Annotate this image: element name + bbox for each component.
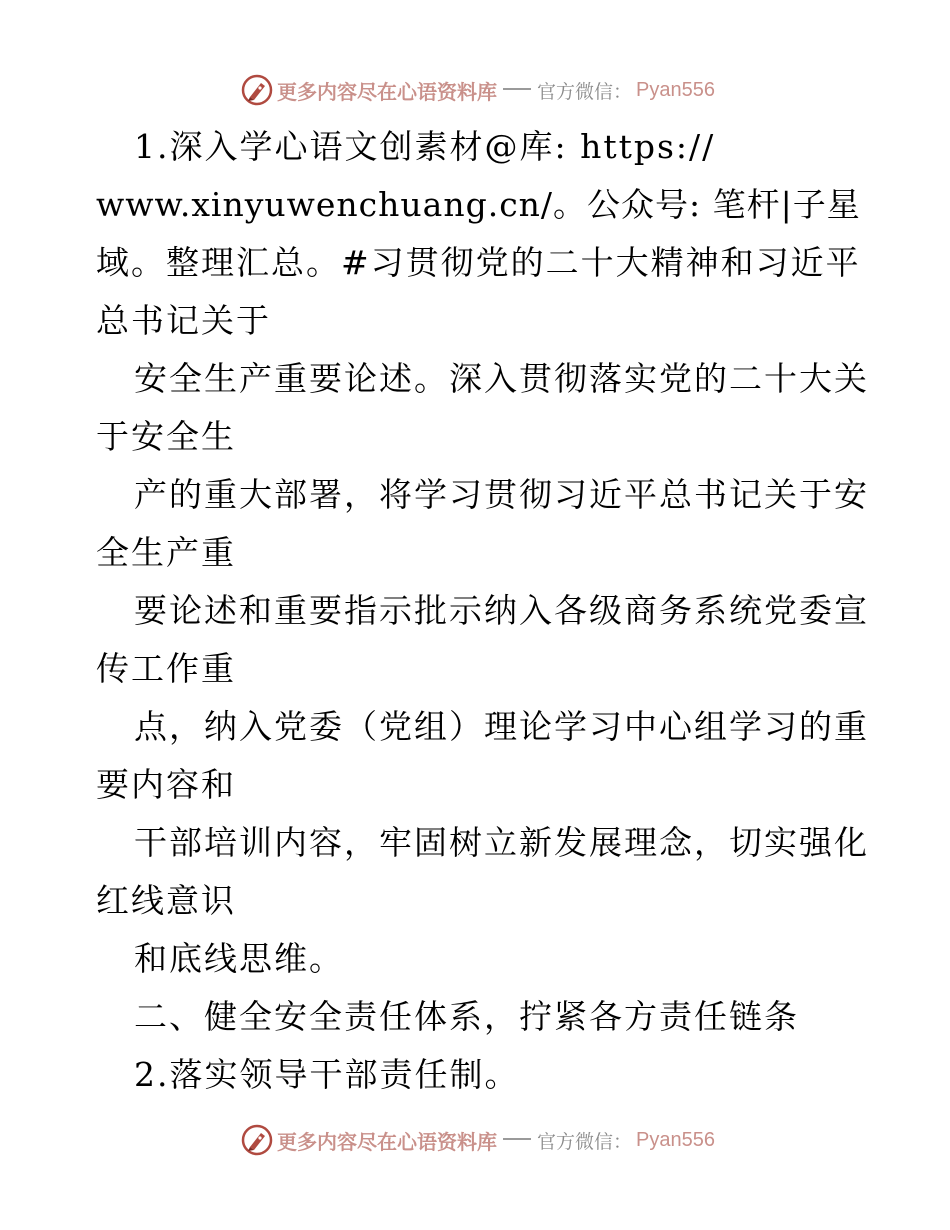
document-line: 和底线思维。 [134,939,344,978]
document-line: 要论述和重要指示批示纳入各级商务系统党委宣 [134,591,869,630]
banner-slogan: 更多内容尽在心语资料库 [277,79,497,104]
document-line: 全生产重 [96,533,236,572]
document-line: 传工作重 [96,649,236,688]
document-line: 总书记关于 [96,301,271,340]
banner-separator [503,1138,531,1140]
document-line: 1.深入学心语文创素材@库: https:// [134,127,716,166]
document-line: 安全生产重要论述。深入贯彻落实党的二十大关 [134,359,869,398]
document-line: 2.落实领导干部责任制。 [134,1055,520,1094]
document-line: 红线意识 [96,881,236,920]
document-line: 二、健全安全责任体系，拧紧各方责任链条 [134,997,799,1036]
footer-banner [0,1120,950,1160]
header-banner [0,70,950,110]
pen-nib-logo-icon [241,1124,273,1156]
document-body [96,118,869,1104]
document-line: www.xinyuwenchuang.cn/。公众号: 笔杆|子星 [96,185,861,224]
document-line: 点，纳入党委（党组）理论学习中心组学习的重 [134,707,869,746]
banner-separator [503,88,531,90]
banner-wechat-id: Pyan556 [636,1128,715,1151]
banner-wechat-id: Pyan556 [636,78,715,101]
footer-banner-content [241,1124,715,1156]
banner-official-label: 官方微信： [537,1130,633,1153]
banner-official-label: 官方微信： [537,80,633,103]
document-line: 域。整理汇总。#习贯彻党的二十大精神和习近平 [96,243,861,282]
header-banner-content [241,74,715,106]
document-line: 干部培训内容，牢固树立新发展理念，切实强化 [134,823,869,862]
banner-slogan: 更多内容尽在心语资料库 [277,1129,497,1154]
pen-nib-logo-icon [241,74,273,106]
document-line: 要内容和 [96,765,236,804]
document-line: 产的重大部署，将学习贯彻习近平总书记关于安 [134,475,869,514]
document-line: 于安全生 [96,417,236,456]
